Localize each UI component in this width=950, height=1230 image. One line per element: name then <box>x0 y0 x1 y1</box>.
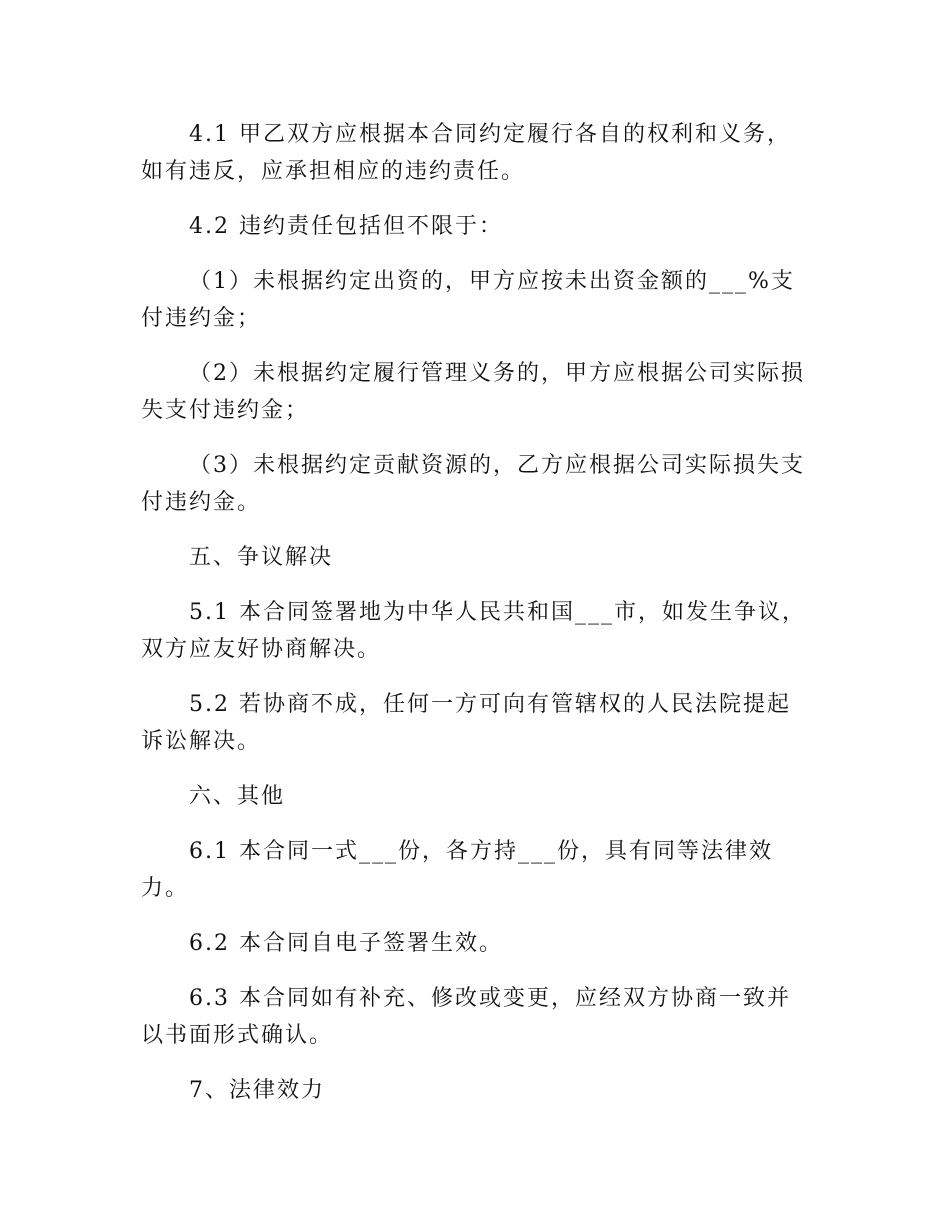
clause-6-1: 6.1 本合同一式___份，各方持___份，具有同等法律效力。 <box>141 839 773 901</box>
clause-4-2: 4.2 违约责任包括但不限于： <box>189 214 503 239</box>
clause-4-2-item-1: （1）未根据约定出资的，甲方应按未出资金额的___%支付违约金； <box>141 269 795 331</box>
clause-5-1: 5.1 本合同签署地为中华人民共和国___市，如发生争议，双方应友好协商解决。 <box>141 600 806 662</box>
clause-5-2: 5.2 若协商不成，任何一方可向有管辖权的人民法院提起诉讼解决。 <box>141 692 791 754</box>
clause-4-1: 4.1 甲乙双方应根据本合同约定履行各自的权利和义务，如有违反，应承担相应的违约责任。 <box>141 122 791 184</box>
section-heading-legal-effect: 7、法律效力 <box>189 1078 325 1103</box>
clause-6-2: 6.2 本合同自电子签署生效。 <box>189 931 503 956</box>
section-heading-other: 六、其他 <box>189 784 286 809</box>
clause-6-3: 6.3 本合同如有补充、修改或变更，应经双方协商一致并以书面形式确认。 <box>141 986 791 1048</box>
document-body <box>141 116 811 1127</box>
section-heading-dispute: 五、争议解决 <box>189 545 334 570</box>
clause-4-2-item-2: （2）未根据约定履行管理义务的，甲方应根据公司实际损失支付违约金； <box>141 361 805 423</box>
clause-4-2-item-3: （3）未根据约定贡献资源的，乙方应根据公司实际损失支付违约金。 <box>141 453 805 515</box>
